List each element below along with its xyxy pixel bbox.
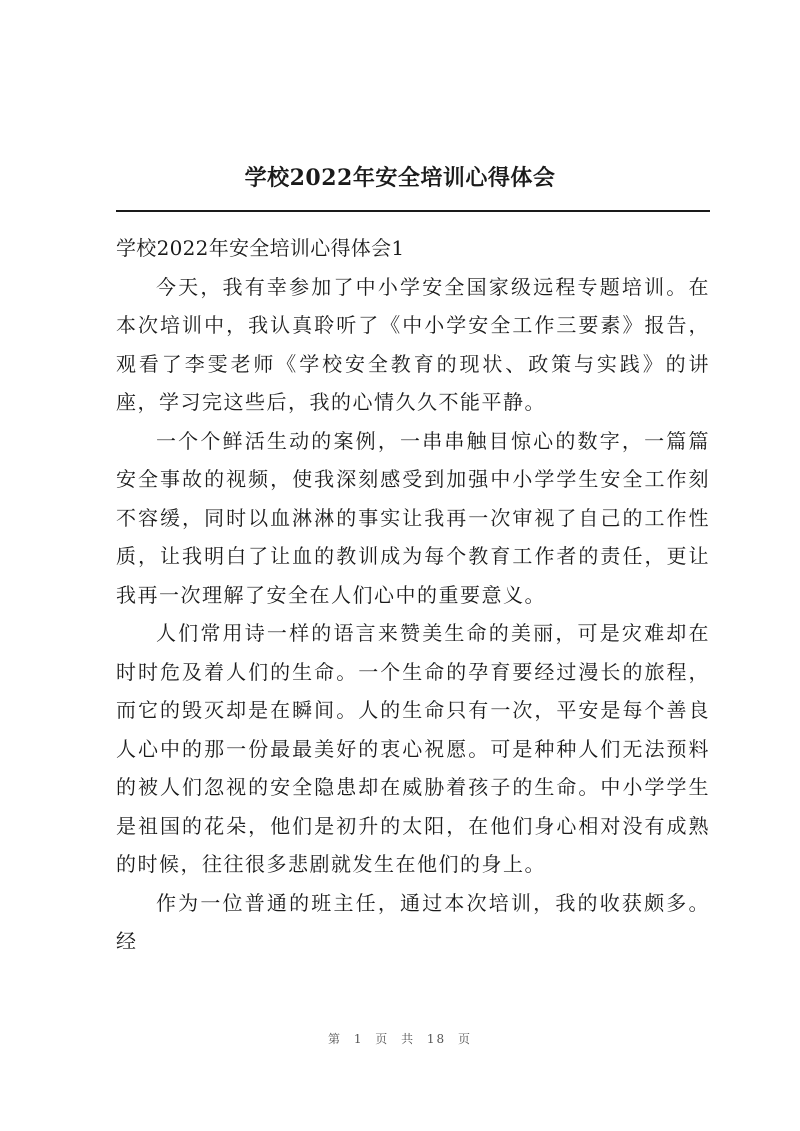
paragraph-1: 今天，我有幸参加了中小学安全国家级远程专题培训。在本次培训中，我认真聆听了《中小学安全工作三要素》报告，观看了李雯老师《学校安全教育的现状、政策与实践》的讲座，学习完这些后，我的心情久久不能平静。 <box>116 274 710 414</box>
document-body <box>116 229 710 961</box>
section-heading: 学校2022年安全培训心得体会1 <box>116 236 405 260</box>
paragraph-3: 人们常用诗一样的语言来赞美生命的美丽，可是灾难却在时时危及着人们的生命。一个生命的孕育要经过漫长的旅程，而它的毁灭却是在瞬间。人的生命只有一次，平安是每个善良人心中的那一份最最美好的衷心祝愿。可是种种人们无法预料的被人们忽视的安全隐患却在威胁着孩子的生命。中小学学生是祖国的花朵，他们是初升的太阳，在他们身心相对没有成熟的时候，往往很多悲剧就发生在他们的身上。 <box>116 621 710 876</box>
page-number-footer: 第 1 页 共 18 页 <box>328 1032 472 1046</box>
paragraph-4: 作为一位普通的班主任，通过本次培训，我的收获颇多。经 <box>116 890 710 953</box>
document-title: 学校2022年安全培训心得体会 <box>244 165 556 191</box>
paragraph-2: 一个个鲜活生动的案例，一串串触目惊心的数字，一篇篇安全事故的视频，使我深刻感受到加强中小学学生安全工作刻不容缓，同时以血淋淋的事实让我再一次审视了自己的工作性质，让我明白了让血的教训成为每个教育工作者的责任，更让我再一次理解了安全在人们心中的重要意义。 <box>116 428 710 607</box>
title-divider <box>116 210 710 212</box>
